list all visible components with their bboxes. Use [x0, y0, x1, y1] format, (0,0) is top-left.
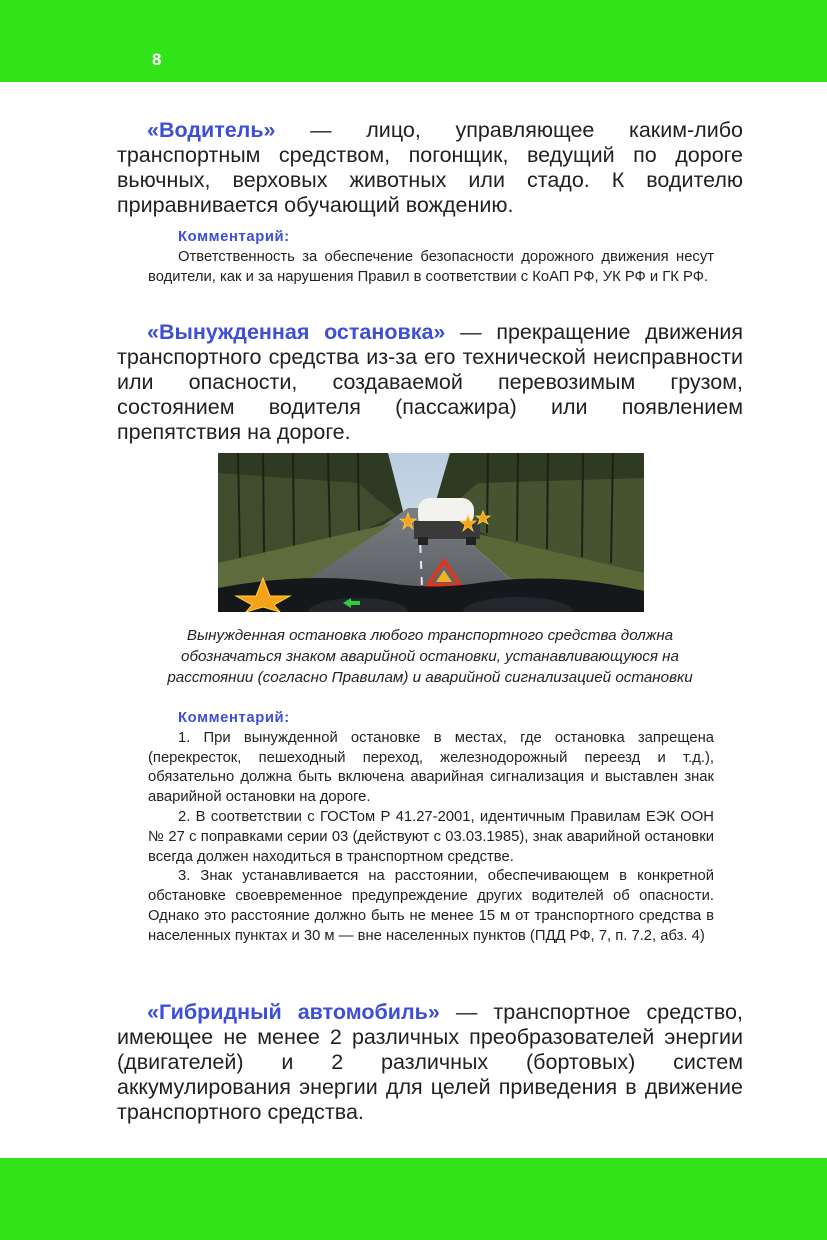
definition-forced-stop-text: — прекращение движения транспортного средства из-за его технической неисправности или опасности, создаваемой перевозимым грузом, состоянием водителя (пассажира) или появлением препятствия на дороге. — [117, 320, 743, 444]
term-forced-stop: «Вынужденная остановка» — [147, 320, 446, 344]
photo-caption: Вынужденная остановка любого транспортного средства должна обозначаться знаком аварийной остановки, устанавливающуюся на расстоянии (согласно Правилам) и аварийной сигнализацией остановки — [167, 627, 693, 686]
comment-item: 1. При вынужденной остановке в местах, где остановка запрещена (перекресток, пешеходный переход, железнодорожный переезд и т.д.), обязательно должна быть включена аварийная сигнализация и выставлен знак аварийной остановки на дороге. — [148, 729, 714, 806]
comment-item: 2. В соответствии с ГОСТом Р 41.27-2001, идентичным Правилам ЕЭК ООН № 27 с поправками серии 03 (действуют с 03.03.1985), знак аварийной остановки всегда должен находиться в транспортном средстве. — [148, 808, 714, 865]
comment-block-2 — [148, 709, 714, 947]
definition-forced-stop — [117, 320, 743, 445]
definition-hybrid — [117, 1000, 743, 1125]
comment-item: 3. Знак устанавливается на расстоянии, обеспечивающем в конкретной обстановке своевременное предупреждение других водителей об опасности. Однако это расстояние должно быть не менее 15 м от транспортного средства в населенных пунктах и 30 м — вне населенных пунктов (ПДД РФ, 7, п. 7.2, абз. 4) — [148, 868, 714, 944]
definition-driver — [117, 118, 743, 218]
road-photo — [218, 453, 644, 612]
comment-text: Ответственность за обеспечение безопасности дорожного движения несут водители, как и за нарушения Правил в соответствии с КоАП РФ, УК РФ и ГК РФ. — [148, 248, 714, 285]
footer-band — [0, 1158, 827, 1240]
header-band — [0, 0, 827, 82]
definition-driver-text: — лицо, управляющее каким-либо транспортным средством, погонщик, ведущий по дороге вьючных, верховых животных или стадо. К водителю приравнивается обучающий вождению. — [117, 118, 743, 217]
comment-block-1 — [148, 228, 714, 287]
page-number: 8 — [152, 50, 162, 69]
term-driver: «Водитель» — [147, 118, 276, 142]
comment-title: Комментарий: — [178, 229, 290, 245]
definition-hybrid-text: — транспортное средство, имеющее не менее 2 различных преобразователей энергии (двигателей) и 2 различных (бортовых) систем аккумулирования энергии для целей приведения в движение транспортного средства. — [117, 1000, 743, 1124]
comment-title: Комментарий: — [178, 710, 290, 726]
term-hybrid: «Гибридный автомобиль» — [147, 1000, 440, 1024]
